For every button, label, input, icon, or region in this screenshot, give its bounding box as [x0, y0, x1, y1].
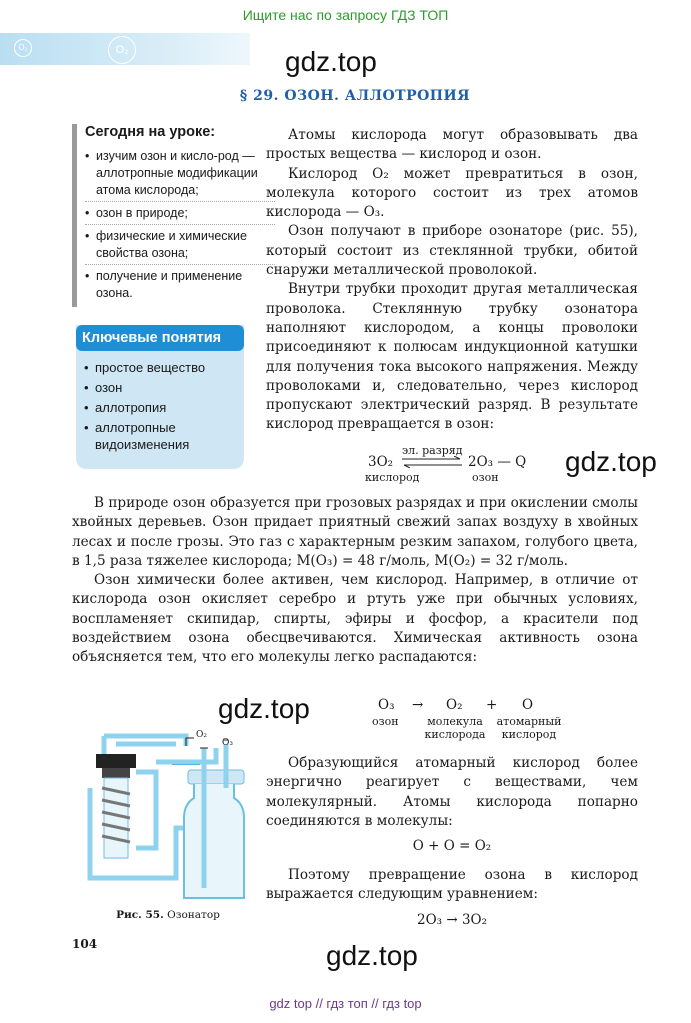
top-search-link[interactable]: Ищите нас по запросу ГДЗ ТОП [242, 7, 449, 23]
concept-item: • простое вещество [84, 359, 236, 376]
key-concepts-box [76, 325, 244, 469]
eq1-arrow-label: эл. разряд [402, 444, 463, 457]
today-item: • получение и применение озона. [85, 268, 275, 304]
eq2-o2-label: молекула кислорода [424, 715, 486, 741]
today-item: • физические и химические свойства озона; [85, 228, 275, 265]
reversible-arrow-icon [400, 456, 464, 468]
equation-atoms-combine: O + O = O₂ [412, 838, 492, 854]
paragraph: Поэтому превращение озона в кислород выражается следующим уравнением: [266, 867, 638, 903]
figure-label-o2: O₂ [196, 730, 207, 740]
lower-right-text-2 [266, 866, 638, 905]
equation-ozone-decay [360, 697, 580, 747]
paragraph: В природе озон образуется при грозовых разрядах и при окислении смолы хвойных деревьев. Озон придает приятный свежий запах воздуху в хвойных лесах и после грозы. Это газ с характерным резким запахом, голубого цвета, в 1,5 раза тяжелее кислорода; M(O₃) = 48 г/моль, M(O₂) = 32 г/моль. [72, 495, 638, 569]
eq2-o3: O₃ [378, 697, 395, 713]
figure-caption [88, 909, 248, 921]
paragraph: Внутри трубки проходит другая металлическая проволока. Стеклянную трубку озонатора наполняют кислородом, а концы проволоки присоединяют к полюсам индукционной катушки для получения тока высокого напряжения. Между проволоками и, следовательно, через кислород пропускают электрический разряд. В результате кислород превращается в озон: [266, 281, 638, 433]
watermark: gdz.top [285, 46, 377, 77]
bubble-decoration: O₂ [14, 39, 32, 57]
paragraph: Озон получают в приборе озонаторе (рис. 55), который состоит из стеклянной трубки, обитой снаружи металлической проволокой. [266, 223, 638, 279]
eq1-right-label: озон [472, 471, 499, 484]
ozonator-figure [76, 728, 252, 906]
today-lesson-box [72, 124, 275, 307]
equation-ozone-formation [362, 444, 562, 484]
eq2-o2: O₂ [446, 697, 463, 713]
today-title: Сегодня на уроке: [85, 124, 216, 140]
paragraph: Озон химически более активен, чем кислород. Например, в отличие от кислорода озон окисляет серебро и ртуть уже при обычных условиях, воспламеняет скипидар, спирты, эфиры и фосфор, а красители под воздействием озона обесцвечиваются. Химическая активность озона объясняется тем, что его молекулы легко распадаются: [72, 572, 638, 666]
bottom-search-links[interactable]: gdz top // гдз топ // гдз top [269, 996, 422, 1011]
bubble-decoration: O₂ [108, 36, 136, 64]
today-item: • изучим озон и кисло-род — аллотропные модификации атома кислорода; [85, 148, 275, 202]
figure-label-o3: O₃ [222, 738, 233, 748]
caption-number: Рис. 55. [116, 909, 164, 921]
watermark: gdz.top [565, 446, 657, 477]
page-number: 104 [72, 937, 98, 951]
equation-ozone-to-oxygen: 2O₃ → 3O₂ [416, 912, 488, 928]
paragraph: Кислород O₂ может превратиться в озон, молекула которого состоит из трех атомов кислорода — O₃. [266, 165, 638, 221]
paragraph: Атомы кислорода могут образовывать два простых вещества — кислород и озон. [266, 127, 638, 163]
eq2-o: O [522, 697, 534, 713]
today-item: • озон в природе; [85, 205, 275, 225]
eq2-arrow: → [412, 697, 424, 713]
eq2-o3-label: озон [372, 715, 399, 728]
concept-item: • аллотропные видоизменения [84, 419, 236, 453]
watermark: gdz.top [326, 940, 418, 971]
eq2-plus: + [486, 697, 498, 713]
lower-right-text [266, 754, 638, 831]
eq1-left-label: кислород [365, 471, 420, 484]
concept-item: • аллотропия [84, 399, 236, 416]
caption-text: Озонатор [167, 909, 220, 921]
paragraph: Образующийся атомарный кислород более энергично реагирует с веществами, чем молекулярный. Атомы кислорода попарно соединяются в молекулы: [266, 755, 638, 829]
full-width-text [72, 494, 638, 668]
watermark: gdz.top [218, 693, 310, 724]
header-bubble-band [0, 33, 250, 65]
eq1-right: 2O₃ — Q [468, 454, 527, 470]
eq1-left: 3O₂ [368, 454, 394, 470]
right-column-text [266, 126, 638, 435]
concept-item: • озон [84, 379, 236, 396]
key-concepts-title: Ключевые понятия [76, 325, 244, 351]
section-heading: § 29. ОЗОН. АЛЛОТРОПИЯ [239, 88, 471, 104]
eq2-o-label: атомарный кислород [496, 715, 562, 741]
